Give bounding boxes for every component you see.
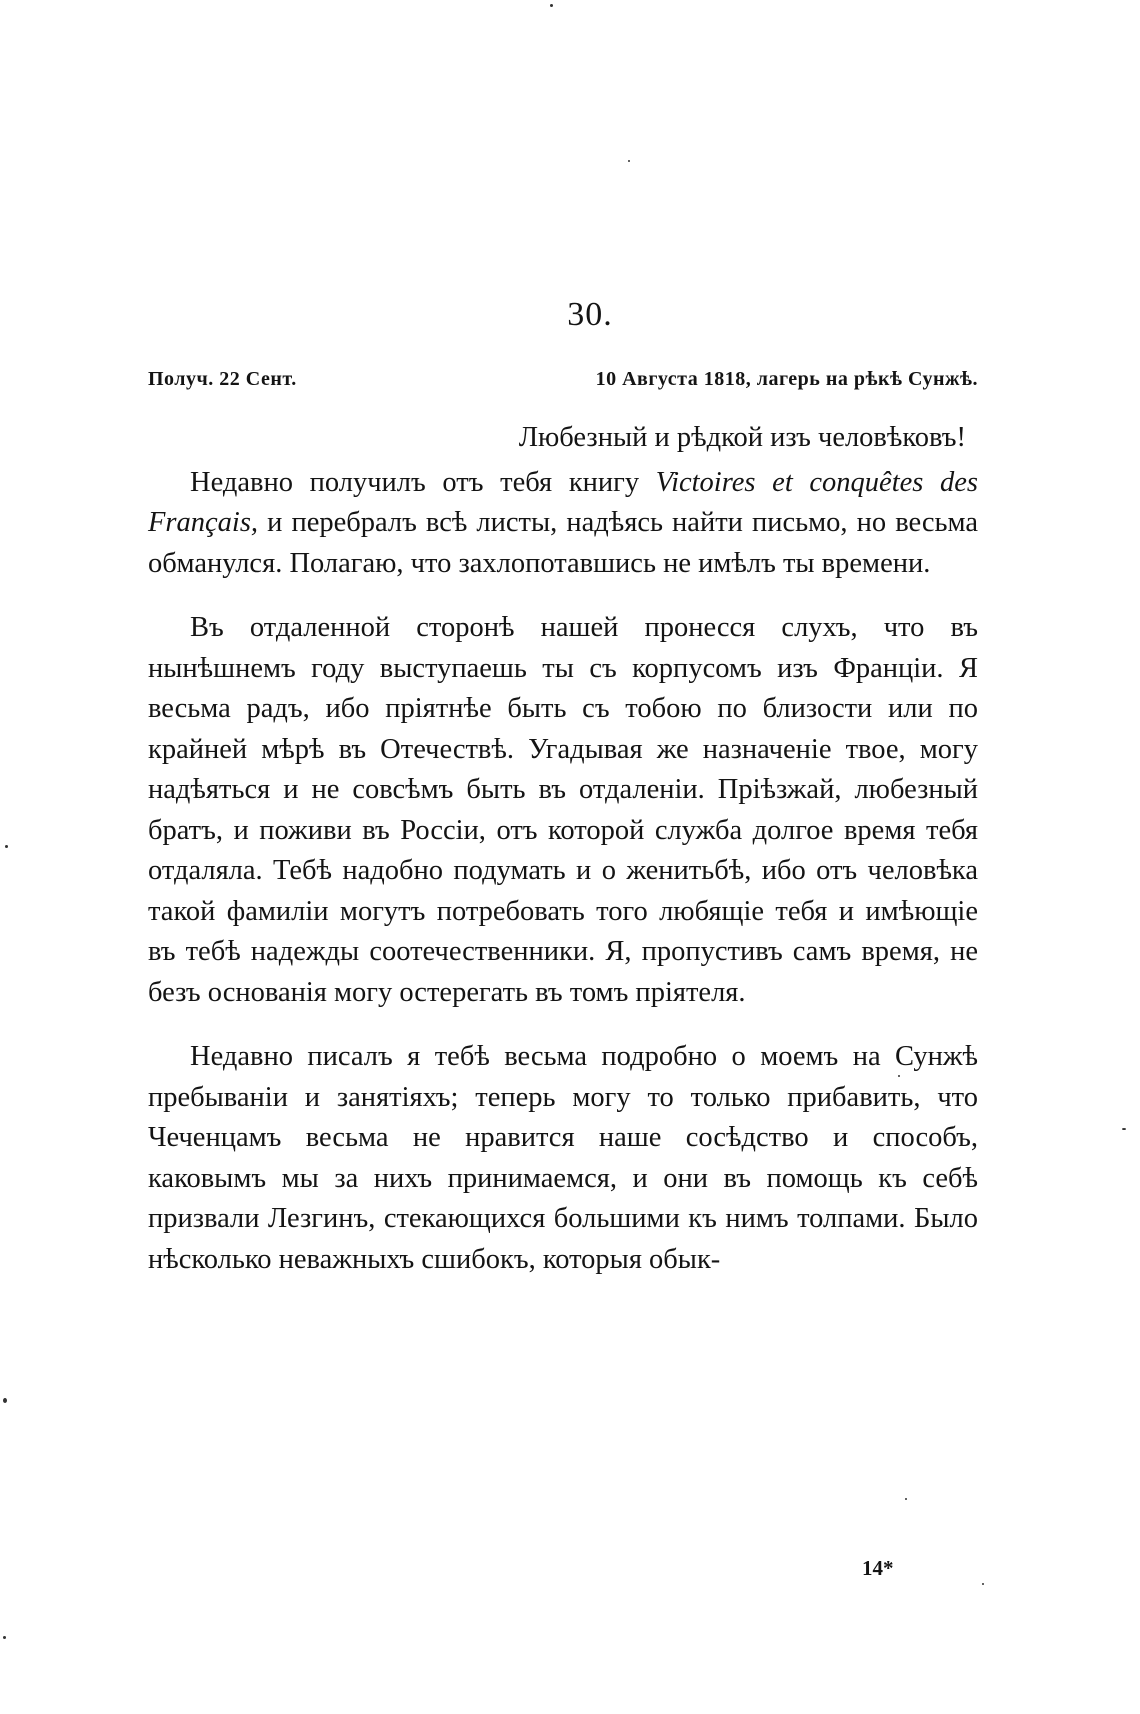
letter-number: 30. (567, 296, 613, 333)
scan-speck (628, 160, 630, 162)
paragraph-1 (148, 463, 978, 585)
scan-speck (550, 4, 553, 7)
book-title: Victoires et conquêtes des Français, (148, 466, 979, 538)
salutation: Любезный и рѣдкой изъ человѣковъ! (518, 422, 966, 453)
scan-speck (898, 1075, 900, 1077)
scan-speck (905, 1498, 907, 1500)
letter-body (148, 418, 978, 1280)
dateline: 10 Августа 1818, лагерь на рѣкѣ Сунжѣ. (595, 368, 978, 390)
signature-mark: 14* (862, 1556, 894, 1580)
received-note: Получ. 22 Сент. (148, 368, 297, 390)
scan-speck (1122, 1128, 1126, 1130)
paragraph-3: Недавно писалъ я тебѣ весьма подробно о моемъ на Сунжѣ пребываніи и занятіяхъ; теперь могу то только прибавить, что Чеченцамъ весьма не нравится наше сосѣдство и способъ, каковымъ мы за нихъ принимаемся, и они въ помощь къ себѣ призвали Лезгинъ, стекающихся большими къ нимъ толпами. Было нѣсколько неважныхъ сшибокъ, которыя обык- (148, 1041, 978, 1275)
scan-speck (3, 1398, 7, 1403)
scan-speck (982, 1583, 984, 1585)
paragraph-2: Въ отдаленной сторонѣ нашей пронесся слухъ, что въ нынѣшнемъ году выступаешь ты съ корпусомъ изъ Франціи. Я весьма радъ, ибо пріятнѣе быть съ тобою по близости или по крайней мѣрѣ въ Отечествѣ. Угадывая же назначеніе твое, могу надѣяться и не совсѣмъ быть въ отдаленіи. Пріѣзжай, любезный братъ, и поживи въ Россіи, отъ которой служба долгое время тебя отдаляла. Тебѣ надобно подумать и о женитьбѣ, ибо отъ человѣка такой фамиліи могутъ потребовать того любящіе тебя и имѣющіе въ тебѣ надежды соотечественники. Я, пропустивъ самъ время, не безъ основанія могу остерегать въ томъ пріятеля. (148, 612, 978, 1008)
paragraph-1-part-2: и перебралъ всѣ листы, надѣясь найти письмо, но весьма обманулся. Полагаю, что захлопотавшись не имѣлъ ты времени. (148, 507, 978, 579)
paragraph-1-part-1: Недавно получилъ отъ тебя книгу (190, 466, 656, 498)
scan-speck (3, 1636, 6, 1639)
scan-speck (5, 845, 8, 848)
